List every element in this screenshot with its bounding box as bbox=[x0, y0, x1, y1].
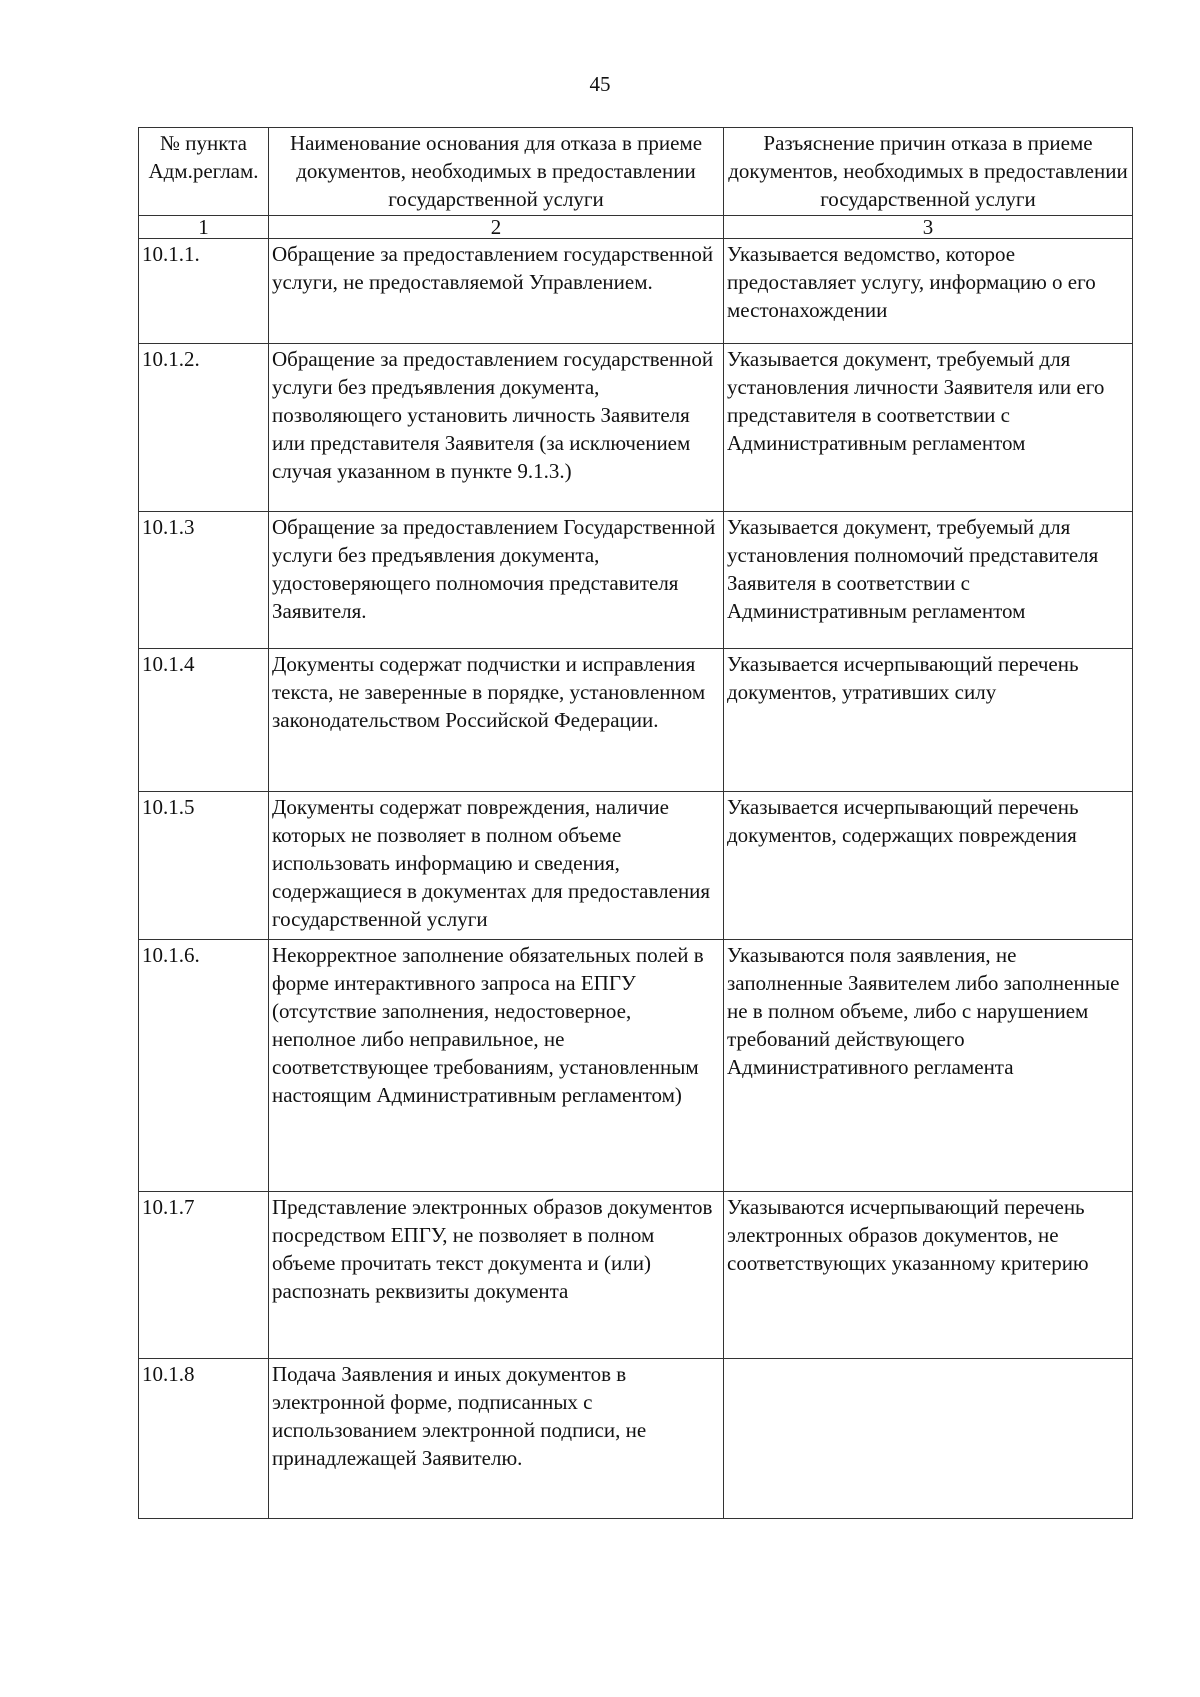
refusal-reason: Некорректное заполнение обязательных полей в форме интерактивного запроса на ЕПГУ (отсутствие заполнения, недостоверное, неполное либо неправильное, не соответствующее требованиям, установленным настоящим Административным регламентом) bbox=[269, 940, 724, 1192]
table-row bbox=[139, 1359, 1133, 1519]
refusal-reason: Подача Заявления и иных документов в электронной форме, подписанных с использованием электронной подписи, не принадлежащей Заявителю. bbox=[269, 1359, 724, 1519]
item-number: 10.1.7 bbox=[139, 1192, 269, 1359]
table-row bbox=[139, 792, 1133, 940]
refusal-explanation: Указывается документ, требуемый для установления личности Заявителя или его представителя в соответствии с Административным регламентом bbox=[724, 344, 1133, 512]
refusal-explanation: Указывается ведомство, которое предоставляет услугу, информацию о его местонахождении bbox=[724, 239, 1133, 344]
refusal-reason: Обращение за предоставлением Государственной услуги без предъявления документа, удостоверяющего полномочия представителя Заявителя. bbox=[269, 512, 724, 649]
header-refusal-explanation: Разъяснение причин отказа в приеме документов, необходимых в предоставлении государственной услуги bbox=[724, 128, 1133, 216]
refusal-explanation: Указываются поля заявления, не заполненные Заявителем либо заполненные не в полном объеме, либо с нарушением требований действующего Административного регламента bbox=[724, 940, 1133, 1192]
column-number: 2 bbox=[269, 216, 724, 239]
refusal-reason: Обращение за предоставлением государственной услуги без предъявления документа, позволяющего установить личность Заявителя или представителя Заявителя (за исключением случая указанном в пункте 9.1.3.) bbox=[269, 344, 724, 512]
item-number: 10.1.4 bbox=[139, 649, 269, 792]
table-row bbox=[139, 344, 1133, 512]
header-refusal-reason: Наименование основания для отказа в приеме документов, необходимых в предоставлении государственной услуги bbox=[269, 128, 724, 216]
item-number: 10.1.2. bbox=[139, 344, 269, 512]
item-number: 10.1.1. bbox=[139, 239, 269, 344]
column-number-row bbox=[139, 216, 1133, 239]
table-row bbox=[139, 649, 1133, 792]
header-item-number: № пункта Адм.реглам. bbox=[139, 128, 269, 216]
table-row bbox=[139, 512, 1133, 649]
page-number: 45 bbox=[589, 72, 611, 96]
refusal-reasons-table bbox=[138, 127, 1133, 1519]
item-number: 10.1.5 bbox=[139, 792, 269, 940]
refusal-reason: Документы содержат подчистки и исправления текста, не заверенные в порядке, установленном законодательством Российской Федерации. bbox=[269, 649, 724, 792]
table-row bbox=[139, 1192, 1133, 1359]
refusal-explanation: Указывается документ, требуемый для установления полномочий представителя Заявителя в соответствии с Административным регламентом bbox=[724, 512, 1133, 649]
item-number: 10.1.3 bbox=[139, 512, 269, 649]
column-number: 3 bbox=[724, 216, 1133, 239]
table-row bbox=[139, 940, 1133, 1192]
refusal-explanation: Указывается исчерпывающий перечень документов, утративших силу bbox=[724, 649, 1133, 792]
column-number: 1 bbox=[139, 216, 269, 239]
table-row bbox=[139, 239, 1133, 344]
item-number: 10.1.8 bbox=[139, 1359, 269, 1519]
refusal-explanation: Указываются исчерпывающий перечень электронных образов документов, не соответствующих указанному критерию bbox=[724, 1192, 1133, 1359]
refusal-explanation bbox=[724, 1359, 1133, 1519]
refusal-reason: Документы содержат повреждения, наличие которых не позволяет в полном объеме использовать информацию и сведения, содержащиеся в документах для предоставления государственной услуги bbox=[269, 792, 724, 940]
item-number: 10.1.6. bbox=[139, 940, 269, 1192]
refusal-explanation: Указывается исчерпывающий перечень документов, содержащих повреждения bbox=[724, 792, 1133, 940]
refusal-reason: Представление электронных образов документов посредством ЕПГУ, не позволяет в полном объеме прочитать текст документа и (или) распознать реквизиты документа bbox=[269, 1192, 724, 1359]
table-header-row bbox=[139, 128, 1133, 216]
refusal-reason: Обращение за предоставлением государственной услуги, не предоставляемой Управлением. bbox=[269, 239, 724, 344]
